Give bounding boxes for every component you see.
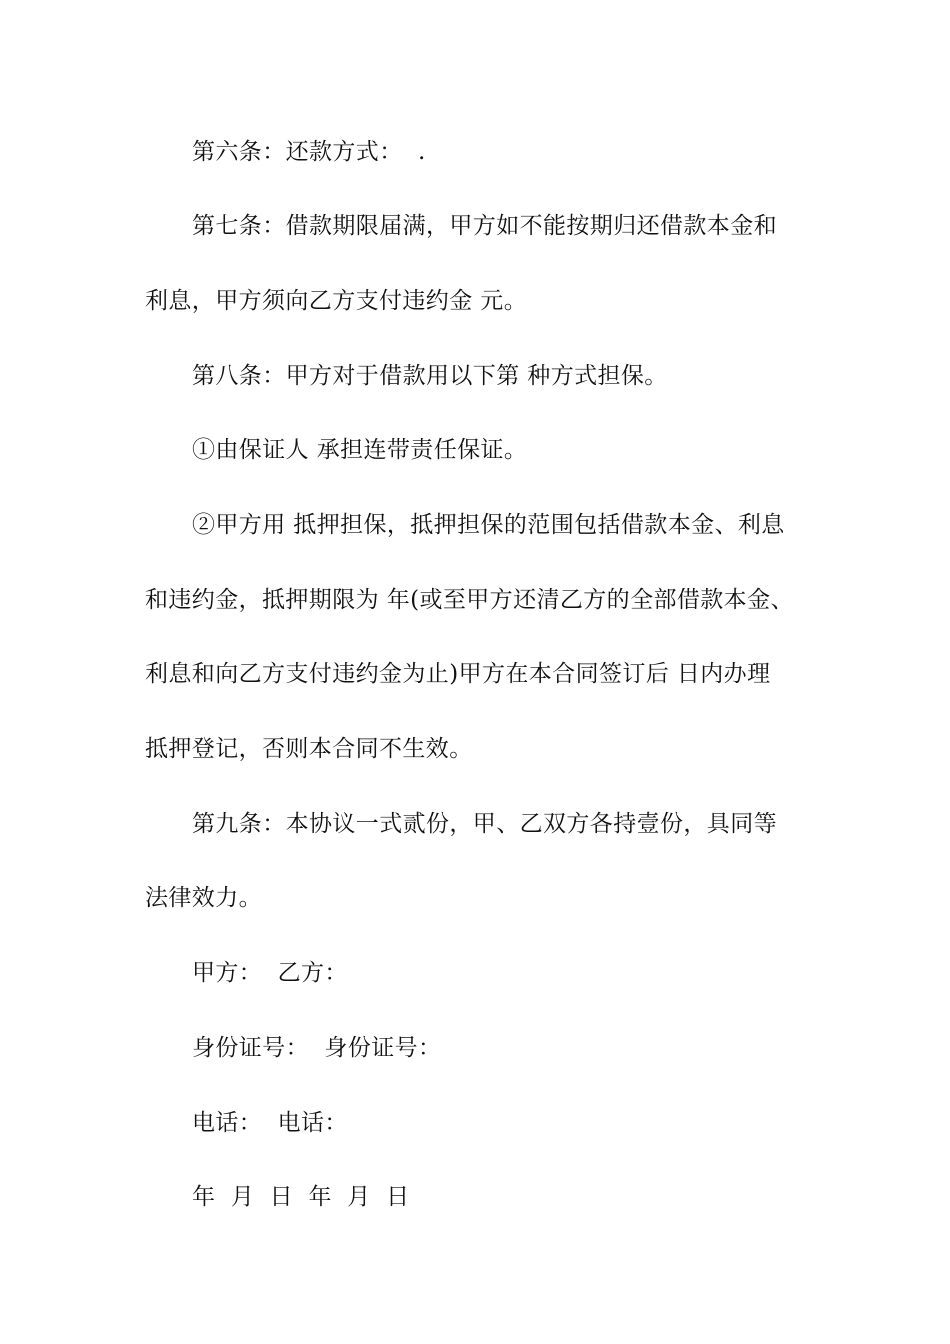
- article-7-line-2: 利息，甲方须向乙方支付违约金 元。: [145, 288, 528, 314]
- date-line: 年 月 日 年 月 日: [192, 1184, 410, 1210]
- party-signature-line: 甲方： 乙方：: [192, 960, 348, 986]
- guarantee-option-2-line-1: ②甲方用 抵押担保，抵押担保的范围包括借款本金、利息: [192, 512, 785, 538]
- article-6-line: 第六条：还款方式： .: [192, 139, 426, 165]
- phone-line: 电话： 电话：: [192, 1110, 348, 1136]
- article-7-line-1: 第七条：借款期限届满，甲方如不能按期归还借款本金和: [192, 213, 777, 239]
- guarantee-option-2-line-2: 和违约金，抵押期限为 年(或至甲方还清乙方的全部借款本金、: [145, 587, 794, 613]
- guarantee-option-2-line-4: 抵押登记，否则本合同不生效。: [145, 736, 473, 762]
- guarantee-option-1: ①由保证人 承担连带责任保证。: [192, 437, 528, 463]
- guarantee-option-2-line-3: 利息和向乙方支付违约金为止)甲方在本合同签订后 日内办理: [145, 661, 771, 687]
- article-9-line-2: 法律效力。: [145, 885, 262, 911]
- id-number-line: 身份证号： 身份证号：: [192, 1035, 442, 1061]
- article-8-line: 第八条：甲方对于借款用以下第 种方式担保。: [192, 363, 668, 389]
- article-9-line-1: 第九条：本协议一式贰份，甲、乙双方各持壹份，具同等: [192, 811, 777, 837]
